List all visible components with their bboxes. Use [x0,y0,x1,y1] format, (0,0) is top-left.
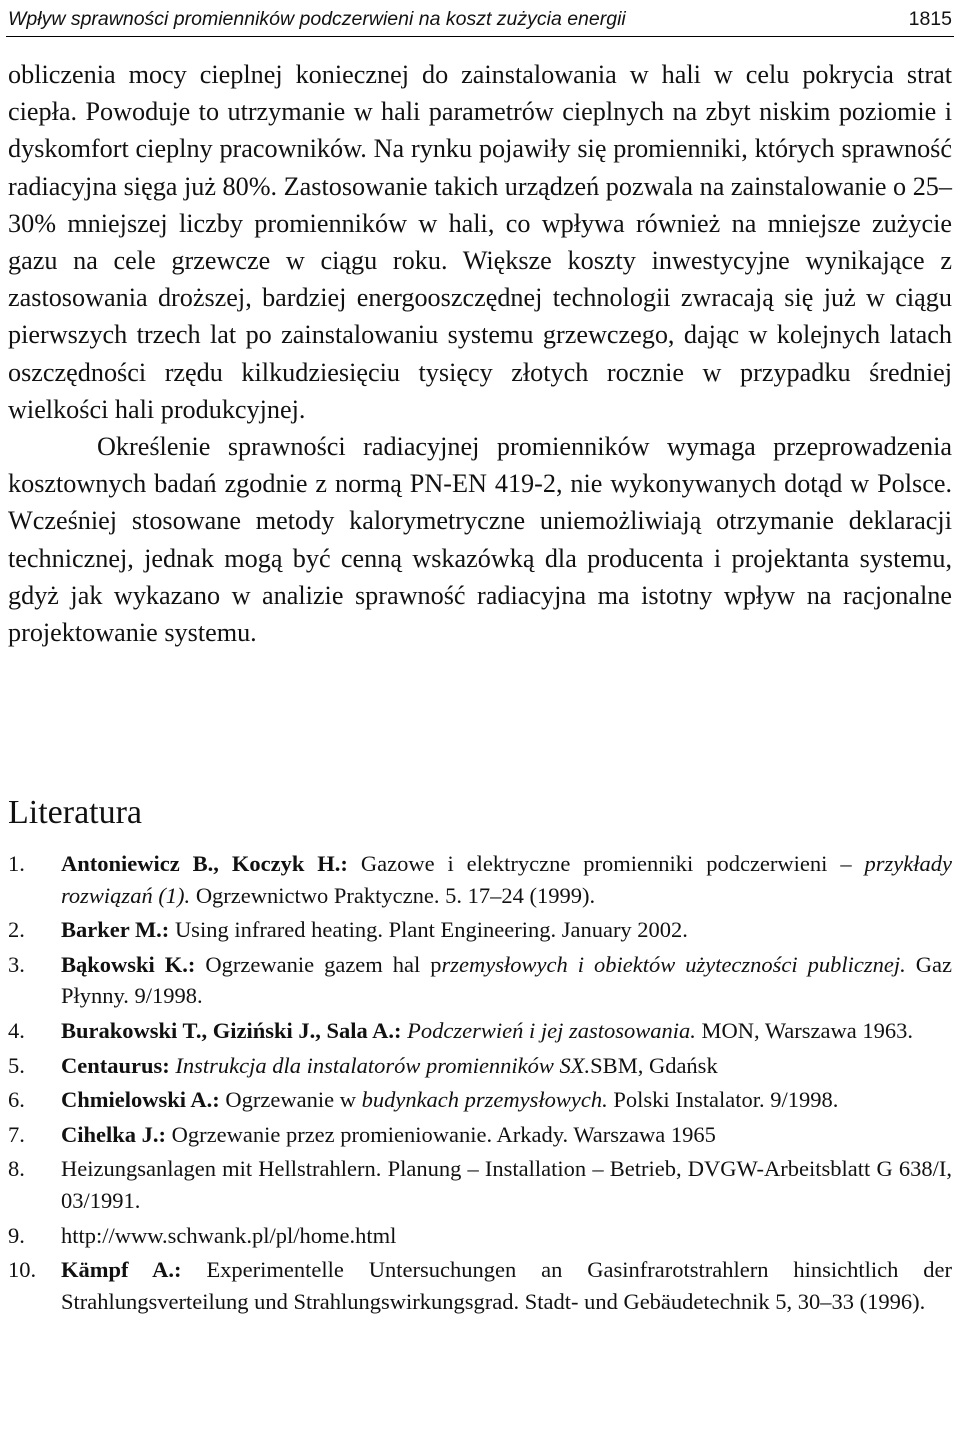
reference-source: Ogrzewnictwo Praktyczne. 5. 17–24 (1999). [190,882,596,908]
reference-item [8,1050,952,1082]
reference-number: 7. [8,1121,25,1147]
reference-item [8,1084,952,1116]
reference-author: Cihelka J.: [61,1121,167,1147]
reference-number: 6. [8,1087,25,1113]
section-title: Literatura [8,794,143,831]
reference-text: Ogrzewanie przez promieniowanie. Arkady. Warszawa 1965 [166,1121,716,1147]
running-header [8,4,952,34]
reference-source: SBM, Gdańsk [590,1052,718,1078]
reference-item [8,914,952,946]
reference-number: 9. [8,1222,25,1248]
reference-title: przykłady rozwiązań (1). [61,851,953,908]
reference-number: 1. [8,851,25,876]
reference-author: Kämpf A.: [61,1257,182,1283]
reference-text: Experimentelle Untersuchungen an Gasinfrarotstrahlern hinsichtlich der Strahlungsverteilung und Strahlungswirkungsgrad. Stadt- und Gebäudetechnik 5, 30–33 (1996). [61,1257,952,1314]
reference-author: Bąkowski K.: [61,951,196,977]
reference-source: MON, Warszawa 1963. [695,1017,913,1043]
reference-author: Burakowski T., Giziński J., Sala A.: [61,1017,402,1043]
reference-text: Gazowe i elektryczne promienniki podczerwieni – [347,851,865,876]
page-number: 1815 [908,7,952,30]
reference-author: Centaurus: [61,1052,170,1078]
reference-text: Using infrared heating. Plant Engineering. January 2002. [169,917,688,943]
reference-title: rzemysłowych i obiektów użyteczności publicznej. [441,951,906,977]
reference-number: 10. [8,1257,37,1283]
reference-item [8,1119,952,1151]
body-text [8,56,952,651]
reference-number: 3. [8,951,25,977]
reference-source: Gaz Płynny. 9/1998. [61,951,952,1009]
reference-author: Antoniewicz B., Koczyk H.: [61,851,348,876]
reference-item [8,848,952,911]
running-title: Wpływ sprawności promienników podczerwieni na koszt zużycia energii [8,7,626,30]
reference-item [8,949,952,1012]
paragraph: Określenie sprawności radiacyjnej promienników wymaga przeprowadzenia kosztownych badań zgodnie z normą PN-EN 419-2, nie wykonywanych dotąd w Polsce. Wcześniej stosowane metody kalorymetryczne uniemożliwiają otrzymanie deklaracji technicznej, jednak mogą być cenną wskazówką dla producenta i projektanta systemu, gdyż jak wykazano w analizie sprawność radiacyjna ma istotny wpływ na racjonalne projektowanie systemu. [8,432,952,648]
reference-number: 2. [8,917,25,943]
reference-author: Barker M.: [61,917,170,943]
paragraph: obliczenia mocy cieplnej koniecznej do zainstalowania w hali w celu pokrycia strat ciepła. Powoduje to utrzymanie w hali parametrów cieplnych na zbyt niskim poziomie i dyskomfort cieplny pracowników. Na rynku pojawiły się promienniki, których sprawność radiacyjna sięga już 80%. Zastosowanie takich urządzeń pozwala na zainstalowanie o 25–30% mniejszej liczby promienników w hali, co wpływa również na mniejsze zużycie gazu na cele grzewcze w ciągu roku. Większe koszty inwestycyjne wynikające z zastosowania droższej, bardziej energooszczędnej technologii zwracają się już w ciągu pierwszych trzech lat po zainstalowaniu systemu grzewczego, dając w kolejnych latach oszczędności rzędu kilkudziesięciu tysięcy złotych rocznie w przypadku średniej wielkości hali produkcyjnej. [8,60,952,424]
reference-item [8,1254,952,1317]
reference-title: Podczerwień i jej zastosowania. [407,1017,696,1043]
reference-item [8,1015,952,1047]
reference-number: 4. [8,1017,25,1043]
reference-item [8,1220,952,1252]
reference-title: Instrukcja dla instalatorów promienników SX. [175,1052,591,1078]
reference-number: 8. [8,1156,25,1182]
reference-url[interactable]: http://www.schwank.pl/pl/home.html [61,1222,397,1248]
reference-text: Heizungsanlagen mit Hellstrahlern. Planung – Installation – Betrieb, DVGW-Arbeitsblatt G 638/I, 03/1991. [61,1156,952,1213]
reference-author: Chmielowski A.: [61,1087,220,1113]
reference-number: 5. [8,1052,25,1078]
header-rule [6,36,954,37]
reference-source: Polski Instalator. 9/1998. [607,1087,839,1113]
reference-title: budynkach przemysłowych. [361,1087,608,1113]
reference-list [8,848,952,1320]
reference-text: Ogrzewanie w [219,1087,362,1113]
reference-text: Ogrzewanie gazem hal p [195,951,442,977]
reference-item [8,1153,952,1216]
